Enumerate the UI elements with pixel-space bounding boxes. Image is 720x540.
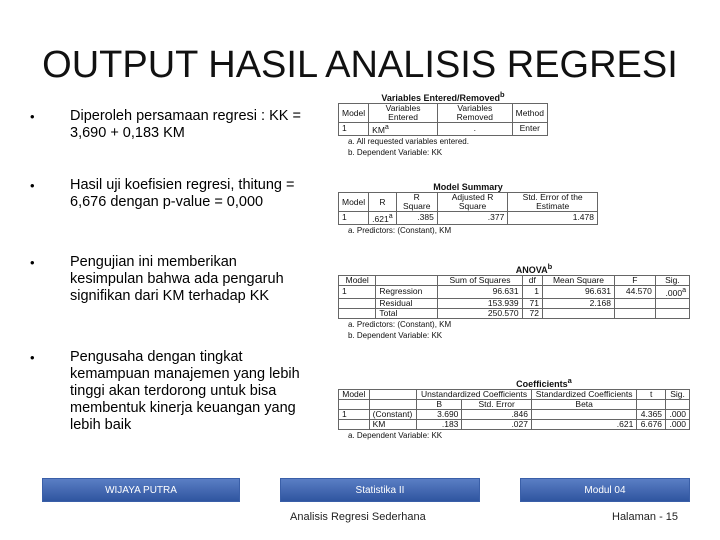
table-header: F [614, 276, 655, 286]
table-header: t [637, 390, 666, 400]
table-cell: .000$^a$ [655, 286, 689, 299]
table-header: Adjusted R Square [437, 193, 508, 212]
table-header [339, 400, 370, 410]
table-header [369, 400, 416, 410]
table-cell [339, 298, 376, 308]
table-cell: KM [369, 420, 416, 430]
table-header [369, 390, 416, 400]
table-cell: 1 [339, 212, 369, 225]
bullet-text: Pengusaha dengan tingkat kemampuan manajemen yang lebih tinggi akan terdorong untuk bisa membentuk kinerja keuangan yang lebih baik [70, 349, 300, 433]
table-cell: 1 [339, 410, 370, 420]
table-header: R Square [396, 193, 437, 212]
table-cell: 153.939 [438, 298, 522, 308]
table-cell [614, 308, 655, 318]
table-cell: .621$^a$ [369, 212, 396, 225]
table-header: Beta [531, 400, 636, 410]
table-cell: 250.570 [438, 308, 522, 318]
table-header: Standardized Coefficients [531, 390, 636, 400]
anova-table [338, 275, 690, 319]
footer-bar [0, 478, 720, 504]
table-cell: .000 [666, 410, 690, 420]
table-cell: 72 [522, 308, 542, 318]
table-header: B [417, 400, 462, 410]
table-cell [531, 410, 636, 420]
table-cell: .027 [462, 420, 532, 430]
table-cell: 1.478 [508, 212, 598, 225]
table-title: Variables Entered/Removed$^b$ [381, 90, 505, 103]
footer-module: Modul 04 [520, 478, 690, 502]
table-cell: Residual [376, 298, 438, 308]
bullet-text: Pengujian ini memberikan kesimpulan bahwa ada pengaruh signifikan dari KM terhadap KK [70, 254, 284, 304]
table-header: Model [339, 193, 369, 212]
table-cell: 3.690 [417, 410, 462, 420]
table-header: Sig. [655, 276, 689, 286]
bullet-icon: • [30, 350, 35, 365]
table-cell [339, 420, 370, 430]
table-cell: (Constant) [369, 410, 416, 420]
table-note: a. Predictors: (Constant), KM [348, 225, 452, 235]
anova-table-block [338, 262, 690, 341]
table-cell: 96.631 [438, 286, 522, 299]
table-title: ANOVA$^b$ [515, 262, 553, 275]
table-cell: 44.570 [614, 286, 655, 299]
table-cell [339, 308, 376, 318]
table-header: Variables Removed [437, 104, 512, 123]
table-header [666, 400, 690, 410]
coeff-table [338, 389, 690, 430]
table-cell: 1 [339, 286, 376, 299]
table-note: a. Predictors: (Constant), KM [348, 319, 452, 329]
table-cell: .621 [531, 420, 636, 430]
table-header: Sig. [666, 390, 690, 400]
table-cell: 6.676 [637, 420, 666, 430]
table-cell [614, 298, 655, 308]
slide-title: OUTPUT HASIL ANALISIS REGRESI [42, 44, 678, 86]
table-header: Method [512, 104, 547, 123]
table-cell: .846 [462, 410, 532, 420]
table-cell: $KM^a$ [369, 123, 438, 136]
footer-author: WIJAYA PUTRA [42, 478, 240, 502]
table-cell: Total [376, 308, 438, 318]
table-cell: .377 [437, 212, 508, 225]
table-cell: 1 [339, 123, 369, 136]
footer-topic: Analisis Regresi Sederhana [290, 511, 426, 523]
table-cell [655, 298, 689, 308]
table-header: Sum of Squares [438, 276, 522, 286]
table-header: Variables Entered [369, 104, 438, 123]
bullet-icon: • [30, 255, 35, 270]
table-title: Model Summary [433, 182, 503, 192]
page-number: Halaman - 15 [612, 511, 679, 523]
table-header: Mean Square [543, 276, 615, 286]
table-header: Model [339, 390, 370, 400]
table-note: b. Dependent Variable: KK [348, 147, 443, 157]
table-header: Model [339, 104, 369, 123]
table-header: Unstandardized Coefficients [417, 390, 532, 400]
table-cell: 2.168 [543, 298, 615, 308]
table-cell: 1 [522, 286, 542, 299]
table-header: R [369, 193, 396, 212]
summary-table [338, 192, 598, 225]
table-cell: 4.365 [637, 410, 666, 420]
table-header [637, 400, 666, 410]
footer-course: Statistika II [280, 478, 480, 502]
table-cell: . [437, 123, 512, 136]
table-cell: .000 [666, 420, 690, 430]
table-cell: 71 [522, 298, 542, 308]
table-cell: .385 [396, 212, 437, 225]
bullet-icon: • [30, 178, 35, 193]
variables-table-block [338, 90, 548, 158]
bullet-icon: • [30, 109, 35, 124]
table-note: b. Dependent Variable: KK [348, 330, 443, 340]
coeff-table-block [338, 376, 690, 441]
table-cell [655, 308, 689, 318]
table-header: df [522, 276, 542, 286]
table-cell: Regression [376, 286, 438, 299]
table-cell: Enter [512, 123, 547, 136]
table-note: a. All requested variables entered. [348, 136, 469, 146]
table-header: Std. Error of the Estimate [508, 193, 598, 212]
bullet-text: Hasil uji koefisien regresi, thitung = 6,676 dengan p-value = 0,000 [70, 177, 295, 210]
variables-table [338, 103, 548, 136]
table-cell: .183 [417, 420, 462, 430]
table-title: Coefficients$^a$ [516, 376, 572, 389]
table-header: Std. Error [462, 400, 532, 410]
summary-table-block [338, 182, 598, 236]
table-header [376, 276, 438, 286]
table-cell: 96.631 [543, 286, 615, 299]
bullet-text: Diperoleh persamaan regresi : KK = 3,690 + 0,183 KM [70, 108, 301, 141]
table-note: a. Dependent Variable: KK [348, 431, 443, 440]
table-header: Model [339, 276, 376, 286]
table-cell [543, 308, 615, 318]
